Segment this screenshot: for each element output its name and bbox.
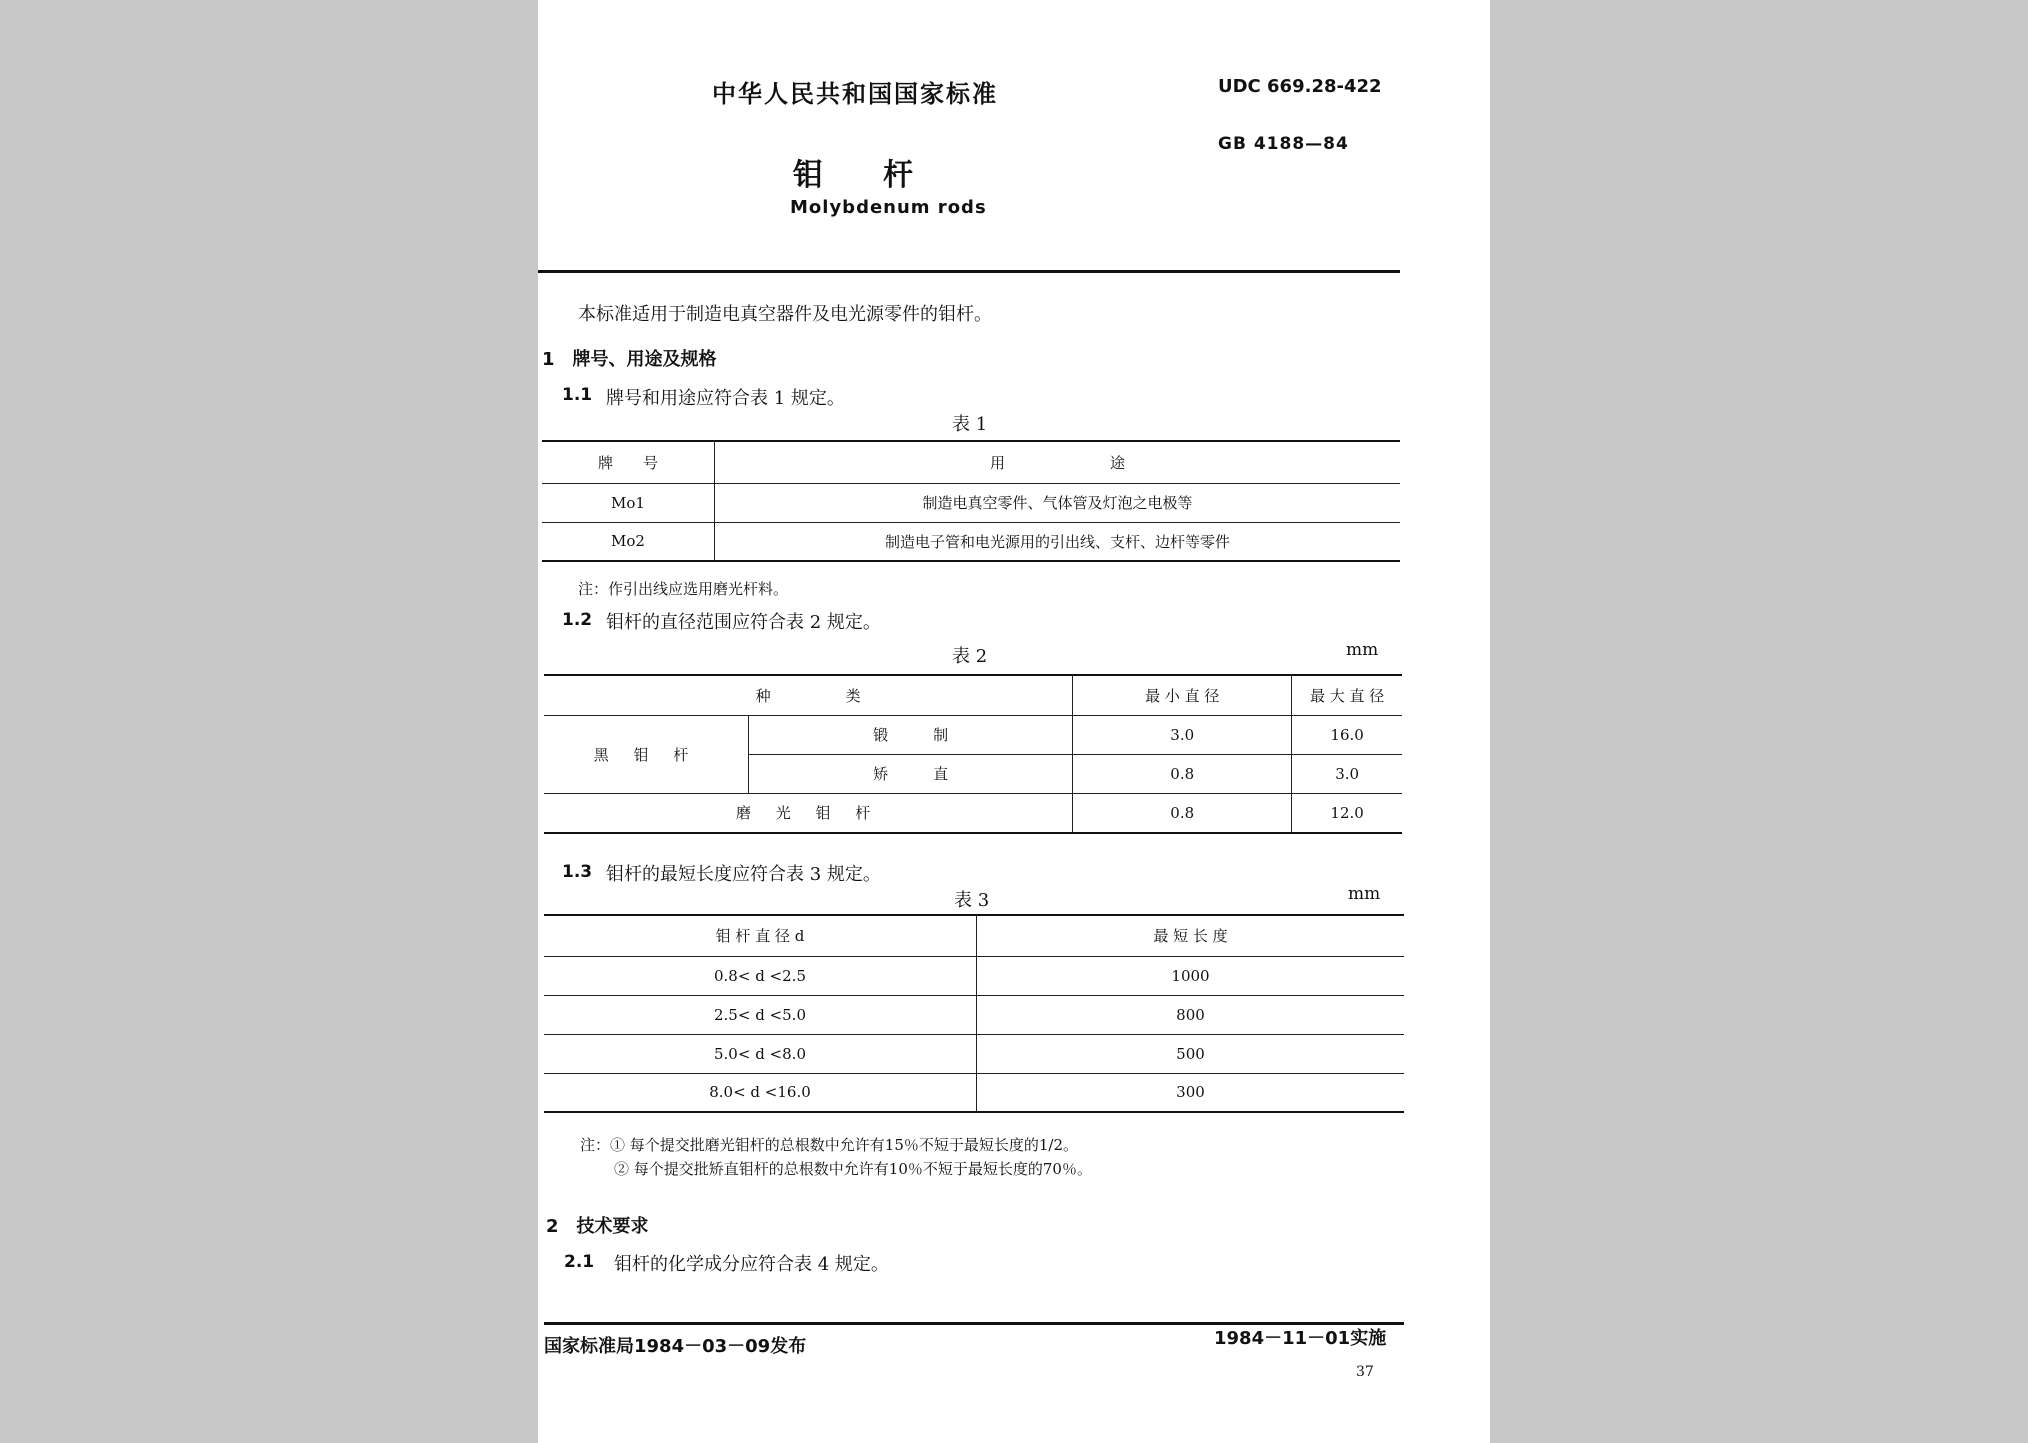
clause-1-2-number: 1.2	[562, 610, 593, 630]
table3-row	[544, 1034, 1404, 1073]
clause-2-1-number: 2.1	[564, 1252, 595, 1272]
table2-row	[544, 793, 1402, 833]
table1-use: 制造电子管和电光源用的引出线、支杆、边杆等零件	[715, 522, 1401, 561]
table1-header-row	[542, 441, 1400, 483]
clause-1-1-number: 1.1	[562, 385, 593, 405]
clause-1-3-text: 钼杆的最短长度应符合表 3 规定。	[606, 864, 881, 885]
table1-use: 制造电真空零件、气体管及灯泡之电极等	[715, 483, 1401, 522]
table2	[544, 674, 1402, 834]
table2-straight-max: 3.0	[1292, 754, 1402, 793]
table1	[542, 440, 1400, 562]
clause-1-1-text: 牌号和用途应符合表 1 规定。	[606, 388, 845, 409]
clause-1-3-number: 1.3	[562, 862, 593, 882]
intro-text: 本标准适用于制造电真空器件及电光源零件的钼杆。	[578, 304, 992, 325]
table3-head-length: 最 短 长 度	[977, 915, 1405, 956]
table3-range: 8.0< d <16.0	[709, 1083, 811, 1102]
clause-1-2-text: 钼杆的直径范围应符合表 2 规定。	[606, 612, 881, 633]
table3-unit: mm	[1348, 884, 1381, 904]
table1-caption: 表 1	[952, 414, 988, 435]
table2-forged-max: 16.0	[1292, 715, 1402, 754]
table3-length: 800	[977, 995, 1405, 1034]
table1-row	[542, 483, 1400, 522]
table2-head-max: 最 大 直 径	[1292, 675, 1402, 715]
table3-length: 500	[977, 1034, 1405, 1073]
table3	[544, 914, 1404, 1113]
table2-row	[544, 715, 1402, 754]
table3-row	[544, 956, 1404, 995]
effective-date: 1984－11－01实施	[1214, 1328, 1387, 1349]
table3-caption: 表 3	[954, 890, 990, 911]
document-page	[538, 0, 1490, 1443]
table3-range: 5.0< d <8.0	[544, 1034, 977, 1073]
page-number: 37	[1356, 1364, 1374, 1380]
table3-range: 0.8< d <2.5	[544, 956, 977, 995]
table1-grade: Mo1	[542, 483, 715, 522]
table2-straight: 矫 直	[749, 754, 1073, 793]
section2-heading: 2 技术要求	[546, 1216, 649, 1237]
clause-2-1-text: 钼杆的化学成分应符合表 4 规定。	[614, 1254, 889, 1275]
table1-grade: Mo2	[611, 532, 645, 551]
table2-head-min: 最 小 直 径	[1073, 675, 1292, 715]
title-en: Molybdenum rods	[790, 197, 987, 218]
table2-polished: 磨 光 钼 杆	[735, 804, 881, 823]
table3-row	[544, 995, 1404, 1034]
table3-length: 300	[977, 1073, 1405, 1112]
header-rule	[538, 270, 1400, 273]
table3-head-diameter: 钼 杆 直 径 d	[544, 915, 977, 956]
title-cn: 钼 杆	[793, 158, 913, 193]
table3-row	[544, 1073, 1404, 1112]
table3-header-row	[544, 915, 1404, 956]
gb-code: GB 4188—84	[1218, 134, 1349, 154]
standard-body: 中华人民共和国国家标准	[712, 80, 998, 108]
table2-straight-min: 0.8	[1073, 754, 1292, 793]
table2-polished-max: 12.0	[1292, 793, 1402, 833]
table1-row	[542, 522, 1400, 561]
table1-head-use: 用 途	[715, 441, 1401, 483]
table1-note: 注：作引出线应选用磨光杆料。	[578, 580, 789, 598]
section1-heading: 1 牌号、用途及规格	[542, 349, 717, 370]
table3-note-1: 注：① 每个提交批磨光钼杆的总根数中允许有15％不短于最短长度的1/2。	[580, 1136, 1078, 1154]
table2-unit: mm	[1346, 640, 1379, 660]
table3-range: 2.5< d <5.0	[544, 995, 977, 1034]
table2-polished-min: 0.8	[1073, 793, 1292, 833]
table3-length: 1000	[977, 956, 1405, 995]
table3-note-2: ② 每个提交批矫直钼杆的总根数中允许有10％不短于最短长度的70％。	[614, 1160, 1092, 1178]
table2-black-rod: 黑 钼 杆	[544, 715, 749, 793]
issue-date: 国家标准局1984－03－09发布	[544, 1336, 807, 1357]
table2-head-kind: 种 类	[544, 675, 1073, 715]
table2-header-row	[544, 675, 1402, 715]
table1-head-grade: 牌 号	[542, 441, 715, 483]
table2-forged-min: 3.0	[1073, 715, 1292, 754]
table2-forged: 锻 制	[749, 715, 1073, 754]
table2-caption: 表 2	[952, 646, 988, 667]
udc-code: UDC 669.28-422	[1218, 76, 1382, 97]
